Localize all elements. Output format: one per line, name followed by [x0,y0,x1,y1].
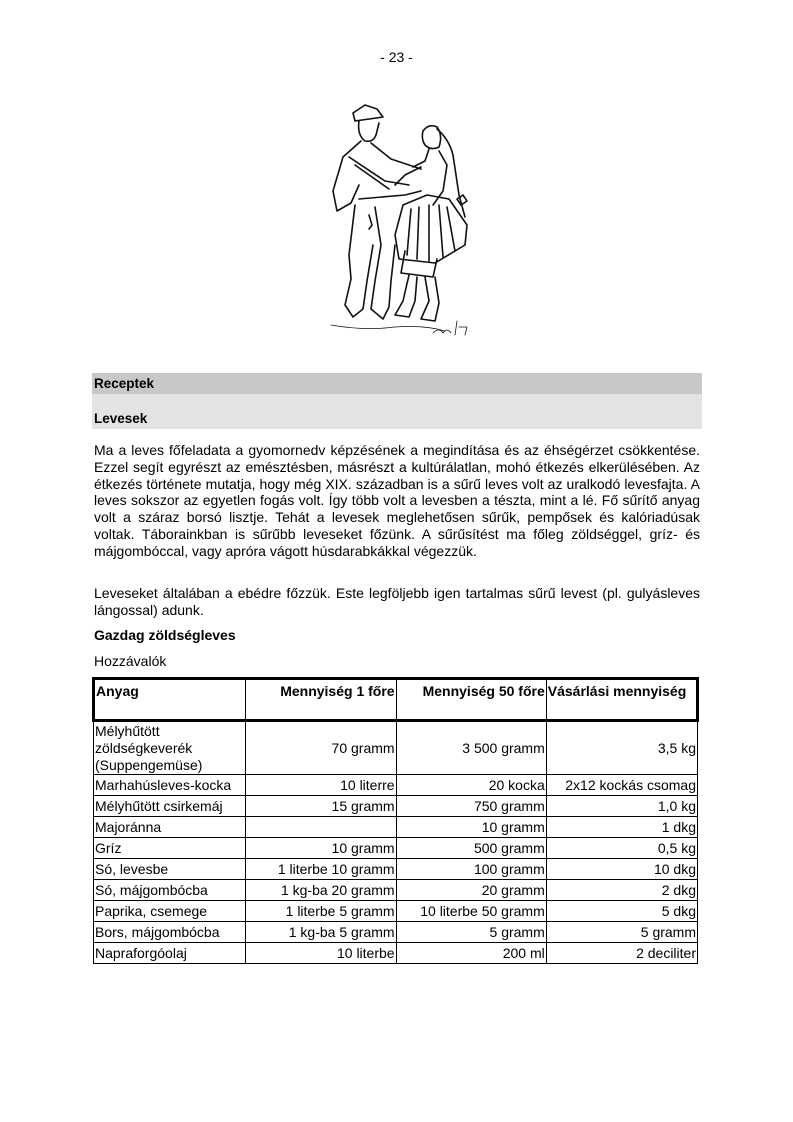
table-row [94,859,698,880]
ingredient-name: Napraforgóolaj [94,943,246,964]
dancing-couple-illustration [325,95,475,340]
header-qty-50: Mennyiség 50 főre [396,679,546,721]
page-number: - 23 - [380,49,413,65]
purchase-qty: 3,5 kg [546,721,697,775]
header-anyag: Anyag [94,679,246,721]
table-row [94,775,698,796]
qty-50: 20 gramm [396,880,546,901]
purchase-qty: 2 deciliter [546,943,697,964]
qty-per-person: 15 gramm [246,796,396,817]
ingredient-name: Bors, májgombócba [94,922,246,943]
table-row [94,838,698,859]
qty-per-person: 1 kg-ba 5 gramm [246,922,396,943]
qty-per-person: 10 literre [246,775,396,796]
qty-50: 10 gramm [396,817,546,838]
qty-per-person: 1 kg-ba 20 gramm [246,880,396,901]
ingredient-name: Mélyhűtött csirkemáj [94,796,246,817]
table-row [94,721,698,775]
ingredients-table [92,677,699,964]
purchase-qty: 2x12 kockás csomag [546,775,697,796]
ingredient-name: Paprika, csemege [94,901,246,922]
intro-paragraph: Ma a leves főfeladata a gyomornedv képzésének a megindítása és az éhségérzet csökkentése. Ezzel segít egyrészt az emésztésben, másrészt a kultúrálatlan, mohó étkezés elkerülésében. Az étkezés története mutatja, hogy még XIX. században is a sűrű leves volt az uralkodó levesfajta. A leves sokszor az egyetlen fogás volt. Így több volt a levesben a tészta, mint a lé. Fő sűrítő anyag volt a száraz borsó lisztje. Tehát a levesek meglehetősen sűrűk, pempősek és kalóriadúsak voltak. Táborainkban is sűrűbb leveseket főzünk. A sűrűsítést ma főleg zöldséggel, gríz- és májgombóccal, vagy apróra vágott húsdarabkákkal végezzük. [94,442,700,559]
qty-50: 3 500 gramm [396,721,546,775]
purchase-qty: 2 dkg [546,880,697,901]
section-header-levesek: Levesek [92,394,702,429]
header-qty-1: Mennyiség 1 főre [246,679,396,721]
qty-per-person: 10 literbe [246,943,396,964]
ingredient-name: Só, májgombócba [94,880,246,901]
purchase-qty: 5 dkg [546,901,697,922]
ingredients-label: Hozzávalók [94,653,167,669]
table-row [94,922,698,943]
ingredient-name: Mélyhűtött zöldségkeverék (Suppengemüse) [94,721,246,775]
purchase-qty: 1,0 kg [546,796,697,817]
table-row [94,817,698,838]
purchase-qty: 0,5 kg [546,838,697,859]
qty-per-person: 1 literbe 5 gramm [246,901,396,922]
section-header-receptek: Receptek [92,373,702,394]
qty-50: 20 kocka [396,775,546,796]
table-row [94,796,698,817]
qty-50: 750 gramm [396,796,546,817]
ingredient-name: Só, levesbe [94,859,246,880]
recipe-title: Gazdag zöldségleves [94,627,236,643]
header-purchase: Vásárlási mennyiség [546,679,697,721]
qty-50: 10 literbe 50 gramm [396,901,546,922]
qty-per-person [246,817,396,838]
qty-50: 100 gramm [396,859,546,880]
qty-per-person: 70 gramm [246,721,396,775]
ingredient-name: Majoránna [94,817,246,838]
purchase-qty: 10 dkg [546,859,697,880]
ingredient-name: Gríz [94,838,246,859]
qty-per-person: 1 literbe 10 gramm [246,859,396,880]
qty-50: 500 gramm [396,838,546,859]
purchase-qty: 5 gramm [546,922,697,943]
qty-50: 200 ml [396,943,546,964]
ingredient-name: Marhahúsleves-kocka [94,775,246,796]
serving-paragraph: Leveseket általában a ebédre főzzük. Este legföljebb igen tartalmas sűrű levest (pl. gulyásleves lángossal) adunk. [94,585,700,618]
table-row [94,901,698,922]
qty-50: 5 gramm [396,922,546,943]
qty-per-person: 10 gramm [246,838,396,859]
table-row [94,880,698,901]
table-header-row [94,679,698,721]
purchase-qty: 1 dkg [546,817,697,838]
table-row [94,943,698,964]
